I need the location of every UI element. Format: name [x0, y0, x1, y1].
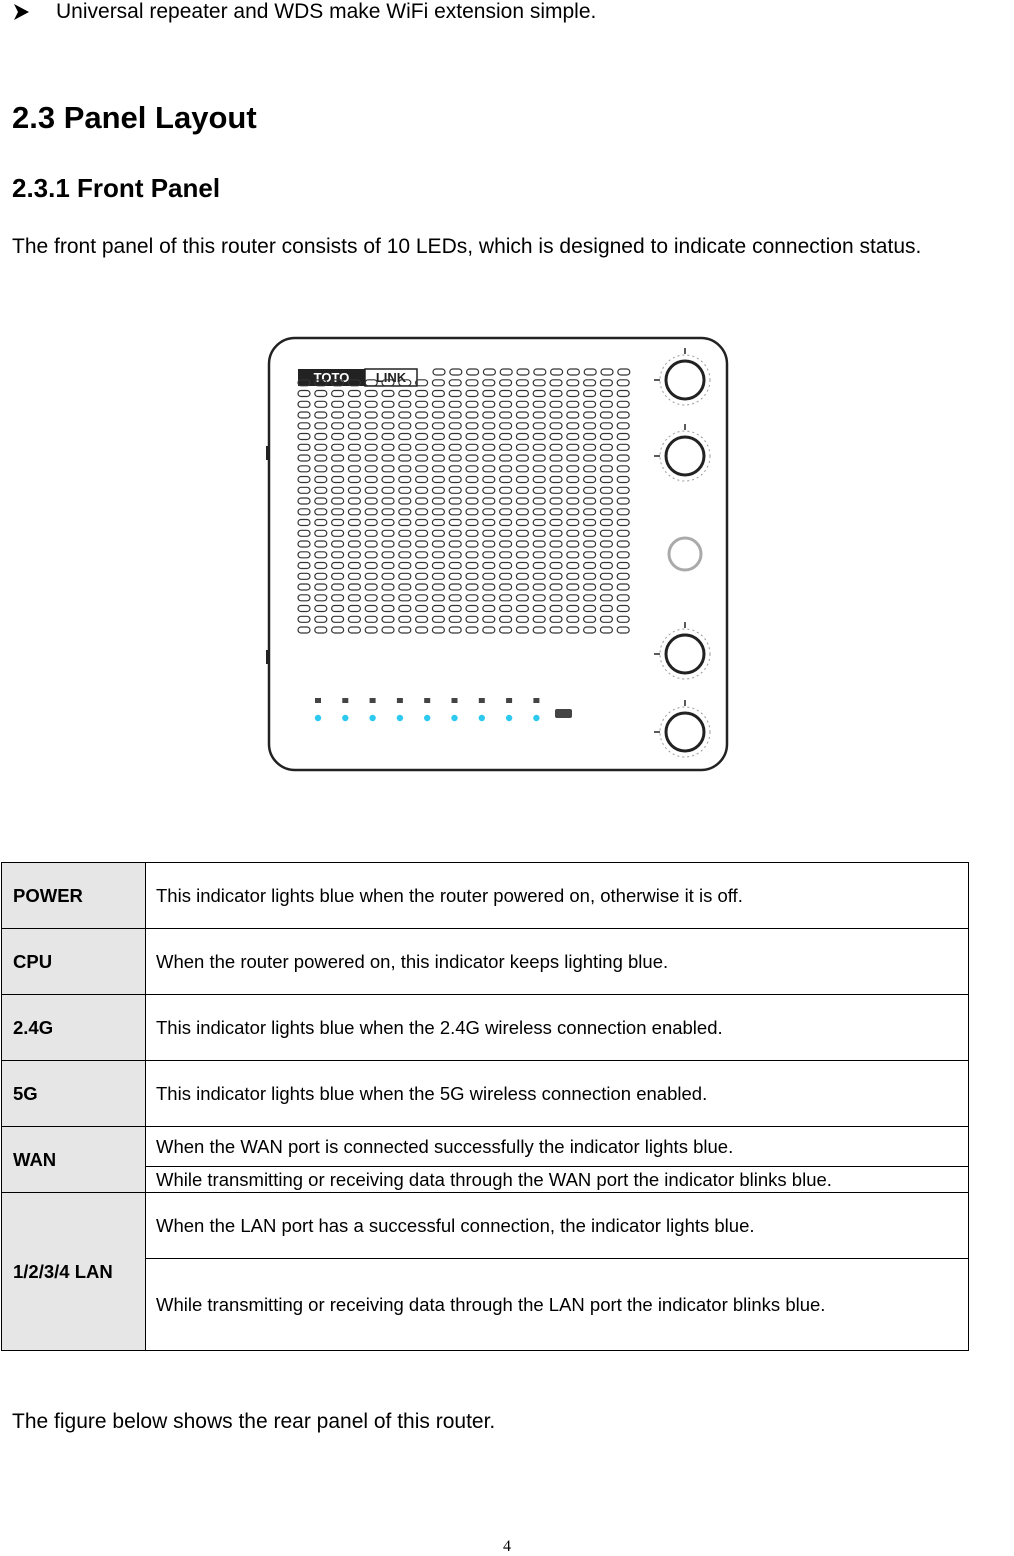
router-front-panel-figure	[265, 336, 731, 774]
led-badge	[555, 709, 572, 718]
led-dot	[479, 715, 485, 721]
led-dot	[342, 715, 348, 721]
led-desc: This indicator lights blue when the 2.4G wireless connection enabled.	[146, 995, 969, 1061]
led-label-icon	[397, 698, 403, 703]
table-row	[2, 1127, 969, 1167]
page-number: 4	[503, 1538, 511, 1555]
led-desc: While transmitting or receiving data through the LAN port the indicator blinks blue.	[146, 1259, 969, 1351]
table-row	[2, 929, 969, 995]
bullet-item	[12, 0, 596, 24]
logo-link-text: LINK	[375, 370, 407, 385]
led-name: 2.4G	[2, 995, 146, 1061]
outro-paragraph: The figure below shows the rear panel of this router.	[12, 1410, 496, 1433]
section-title: 2.3 Panel Layout	[12, 100, 257, 135]
led-label-icon	[452, 698, 458, 703]
led-dot	[424, 715, 430, 721]
led-label-icon	[315, 698, 321, 703]
led-name: 5G	[2, 1061, 146, 1127]
led-name: 1/2/3/4 LAN	[2, 1193, 146, 1351]
led-label-icon	[479, 698, 485, 703]
table-row	[2, 995, 969, 1061]
led-label-icon	[424, 698, 430, 703]
table-row	[2, 1167, 969, 1193]
arrow-bullet-icon	[12, 3, 30, 21]
led-label-icon	[370, 698, 376, 703]
led-desc: When the WAN port is connected successfully the indicator lights blue.	[146, 1127, 969, 1167]
intro-paragraph: The front panel of this router consists of 10 LEDs, which is designed to indicate connection status.	[12, 235, 922, 258]
table-row	[2, 1061, 969, 1127]
led-label-icon	[533, 698, 539, 703]
led-desc: This indicator lights blue when the router powered on, otherwise it is off.	[146, 863, 969, 929]
led-label-icon	[342, 698, 348, 703]
led-description-table	[1, 862, 969, 1351]
led-dot	[451, 715, 457, 721]
led-dot	[397, 715, 403, 721]
led-dot	[506, 715, 512, 721]
led-desc: When the LAN port has a successful connection, the indicator lights blue.	[146, 1193, 969, 1259]
led-desc: This indicator lights blue when the 5G wireless connection enabled.	[146, 1061, 969, 1127]
table-row	[2, 863, 969, 929]
led-desc: While transmitting or receiving data through the WAN port the indicator blinks blue.	[146, 1167, 969, 1193]
led-dot	[315, 715, 321, 721]
led-name: POWER	[2, 863, 146, 929]
bullet-text: Universal repeater and WDS make WiFi extension simple.	[56, 0, 597, 23]
table-row	[2, 1193, 969, 1259]
logo-toto-text: TOTO	[313, 370, 350, 385]
led-name: CPU	[2, 929, 146, 995]
wps-button	[669, 538, 701, 570]
led-name: WAN	[2, 1127, 146, 1193]
led-dot	[533, 715, 539, 721]
led-dot	[369, 715, 375, 721]
led-label-icon	[506, 698, 512, 703]
subsection-title: 2.3.1 Front Panel	[12, 173, 221, 203]
table-row	[2, 1259, 969, 1351]
led-desc: When the router powered on, this indicator keeps lighting blue.	[146, 929, 969, 995]
